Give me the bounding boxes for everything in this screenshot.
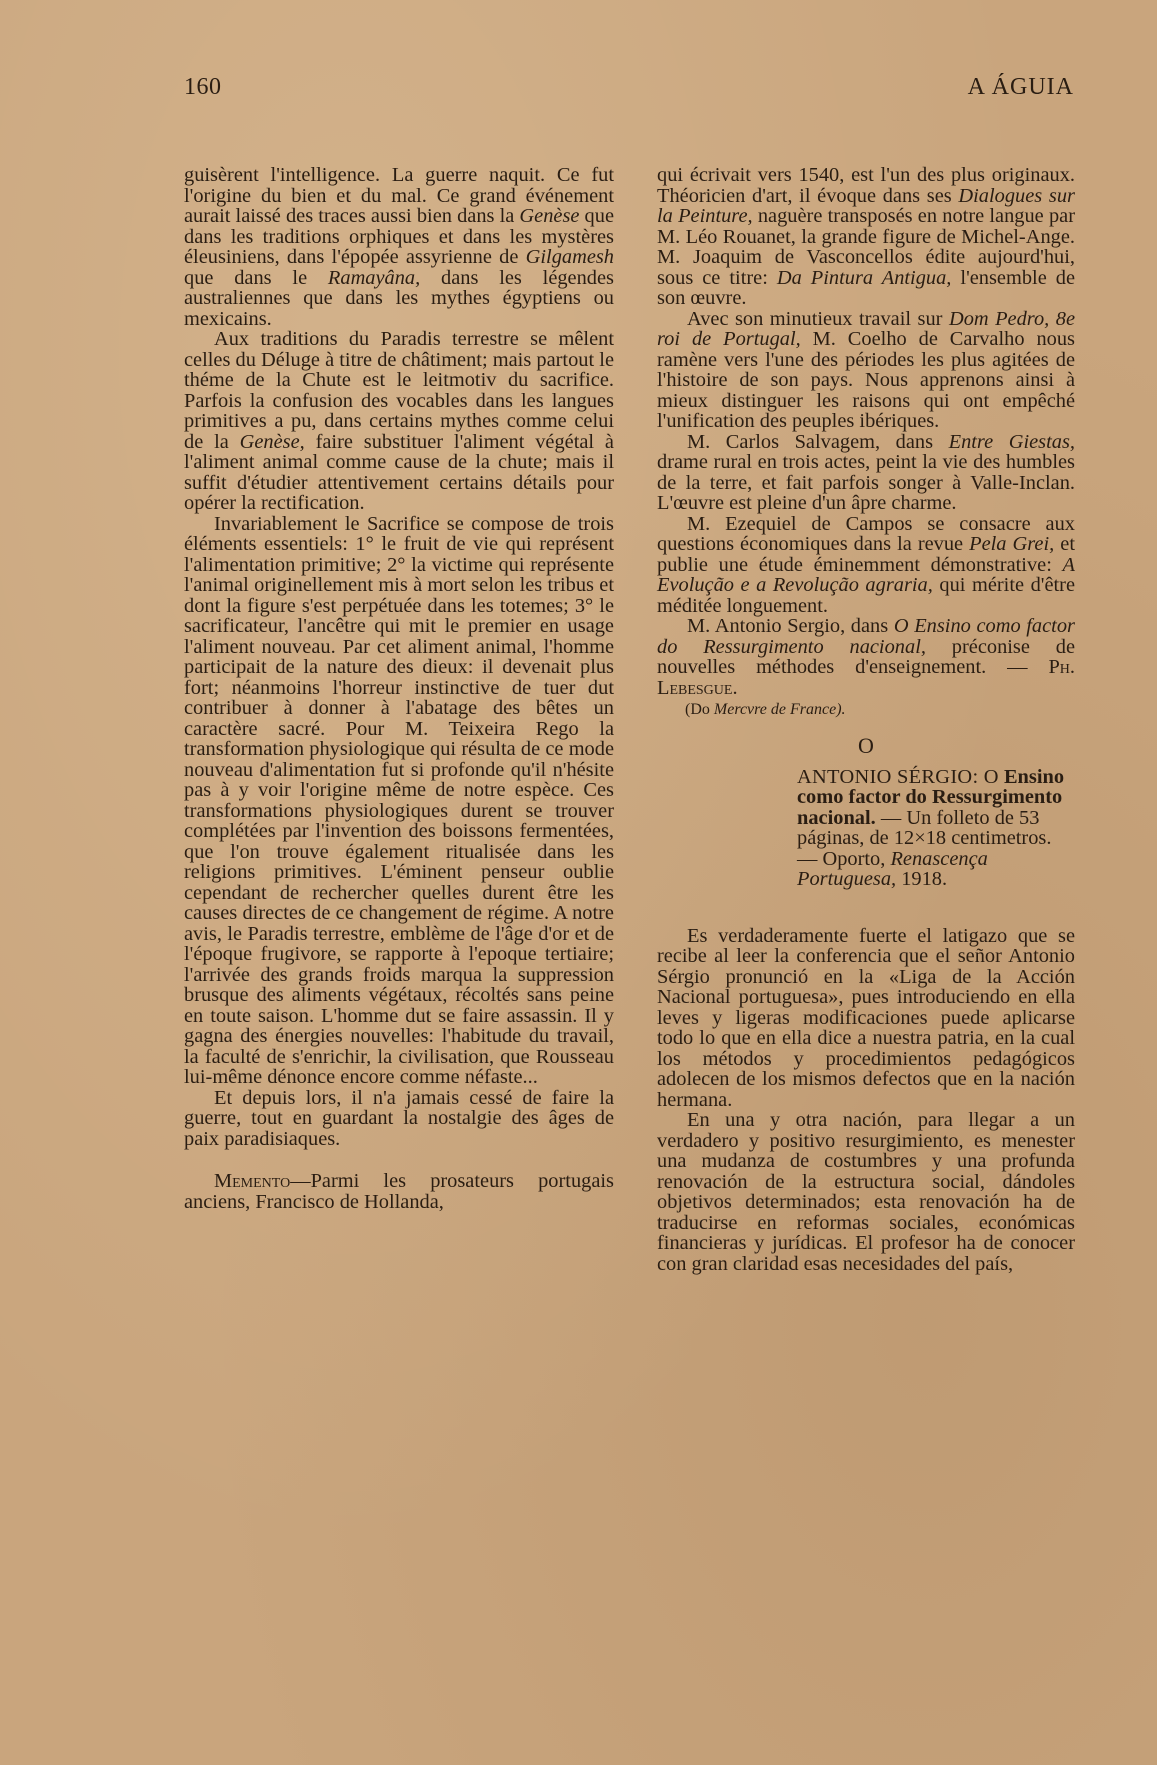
text-run: que dans les traditions orphiques et dans les mystères éleusiniens, dans l'épopée assyrienne de (184, 205, 615, 268)
text-run: Aux traditions du Paradis terrestre se mêlent celles du Déluge à titre de châtiment; mais partout le théme de la Chute est le leitmotiv du sacrifice. Parfois la confusion des vocables dans les langues primitives a pu, dans certains mythes comme celui de la (184, 328, 614, 453)
text-run: naguère transposés en notre langue par M. Léo Rouanet, la grande figure de Michel-Ange. M. Joaquim de Vasconcellos édite aujourd'hui, sous ce titre: (657, 205, 1075, 289)
review-author: ANTONIO SÉRGIO: O (797, 765, 999, 788)
italic-title: O Ensino como factor do Ressurgimento nacional, (657, 615, 1075, 658)
text-run: drame rural en trois actes, peint la vie des humbles de la terre, et fait parfois songer à Valle-Inclan. L'œuvre est pleine d'un âpre charme. (657, 451, 1075, 514)
italic-title: Genèse, (239, 430, 305, 453)
text-run: M. Ezequiel de Campos se consacre aux questions économiques dans la revue (657, 512, 1075, 555)
text-run: que dans le (184, 266, 328, 289)
italic-title: Ramayâna, (327, 266, 421, 289)
text-run: dans les légendes australiennes que dans les mythes égyptiens ou mexicains. (184, 266, 614, 330)
italic-title: Dom Pedro, 8e roi de Portugal, (657, 307, 1076, 350)
page-number: 160 (184, 74, 222, 100)
review-spacer (657, 890, 1075, 926)
journal-title: A ÁGUIA (967, 74, 1074, 100)
text-run: M. Coelho de Carvalho nous ramène vers l'une des périodes les plus agitées de l'histoire de son pays. Nous apprenons ainsi à mieux distinguer les raisons qui ont empêché l'unification des peuples ibériques. (657, 328, 1075, 432)
left-column (184, 165, 614, 1212)
author-signature: Ph. Lebesgue. (657, 656, 1075, 699)
memento-paragraph (184, 1171, 614, 1212)
italic-title: Dialogues sur la Peinture, (657, 184, 1075, 227)
right-paragraph-6: Es verdaderamente fuerte el latigazo que se recibe al leer la conferencia que el señor Antonio Sérgio pronunció en la «Liga de la Acción Nacional portuguesa», pues introduciendo en ella leves y ligeras modificaciones puede aplicarse todo lo que en ella dice a nuestra patria, en la cual los métodos y procedimientos pedagógicos adolecen de los mismos defectos que en la nación hermana. (657, 924, 1075, 1111)
right-paragraph-3 (657, 432, 1075, 514)
text-run: Avec son minutieux travail sur (687, 307, 949, 330)
text-run: —Parmi les prosateurs portugais anciens, Francisco de Hollanda, (184, 1170, 614, 1213)
review-publisher: Renascença Portuguesa, (797, 847, 988, 890)
memento-lead: Memento (214, 1170, 291, 1192)
review-heading (657, 767, 1075, 890)
text-run: faire substituer l'aliment végétal à l'aliment animal comme cause de la chute; mais il suffit d'étudier attentivement certains détails pour opérer la rectification. (184, 430, 614, 514)
left-paragraph-1 (184, 165, 614, 329)
review-year: 1918. (896, 868, 948, 890)
text-run: préconise de nouvelles méthodes d'enseignement. — (657, 635, 1075, 678)
left-paragraph-4: Et depuis lors, il n'a jamais cessé de faire la guerre, tout en guardant la nostalgie des âges de paix paradisiaques. (184, 1086, 614, 1150)
italic-title: Da Pintura Antigua, (776, 266, 952, 289)
right-paragraph-1 (657, 165, 1075, 309)
review-details: — Un folleto de 53 páginas, de 12×18 centimetros. — Oporto, (797, 806, 1052, 870)
italic-title: Mercvre de France). (713, 701, 846, 718)
right-paragraph-2 (657, 309, 1075, 432)
text-run: guisèrent l'intelligence. La guerre naquit. Ce fut l'origine du bien et du mal. Ce grand événement aurait laissé des traces aussi bien dans la (184, 164, 614, 227)
italic-title: Pela Grei, (969, 533, 1055, 555)
italic-title: A Evolução e a Revolução agraria, (657, 553, 1075, 596)
italic-title: Gilgamesh (525, 246, 614, 268)
text-run: qui mérite d'être méditée longuement. (657, 574, 1075, 617)
text-run: M. Carlos Salvagem, dans (687, 430, 949, 453)
italic-title: Entre Giestas, (948, 430, 1075, 453)
text-run: l'ensemble de son œuvre. (657, 266, 1075, 309)
left-paragraph-2 (184, 329, 614, 514)
text-run: qui écrivait vers 1540, est l'un des plus originaux. Théoricien d'art, il évoque dans ses (657, 164, 1075, 207)
left-paragraph-3: Invariablement le Sacrifice se compose de trois éléments essentiels: 1° le fruit de vie qui représent l'alimentation primitive; 2° la victime qui représente l'animal originellement mis à mort selon les tribus et dont la figure s'est perpétuée dans les totemes; 3° le sacrificateur, l'ancêtre qui mit le premier en usage l'aliment nouveau. Par cet aliment animal, l'homme participait de la nature des dieux: il devenait plus fort; néanmoins l'horreur instinctive de tuer dut contribuer à donner à l'abatage des bêtes un caractère sacré. Pour M. Teixeira Rego la transformation physiologique qui résulta de ce mode nouveau d'alimentation fut si profonde qu'il n'hésite pas à y voir l'origine même de notre espèce. Ces transformations physiologiques durent se trouver complétées par l'invention des boissons fermentées, que l'on trouve également ritualisée dans les religions primitives. L'éminent penseur oublie cependant de rechercher quelles durent être les causes directes de ce changement de régime. A notre avis, le Paradis terrestre, emblème de l'âge d'or et de l'époque frugivore, se rapporte à l'epoque tertiaire; l'arrivée des grands froids marqua la suppression brusque des aliments végétaux, récoltés sans peine en toute saison. L'homme dut se faire assassin. Il y gagna des énergies nouvelles: l'habitude du travail, la faculté de s'enrichir, la civilisation, que Rousseau lui-même dénonce encore comme néfaste... (184, 512, 614, 1088)
text-run: et publie une étude éminemment démonstrative: (657, 533, 1075, 576)
section-divider: O (858, 733, 874, 758)
text-run: (Do (685, 701, 714, 718)
right-paragraph-4 (657, 514, 1075, 617)
italic-title: Genèse (519, 205, 580, 227)
review-title: Ensino como factor do Ressurgimento nacional. (797, 765, 1065, 829)
running-head (184, 74, 1074, 110)
text-run: M. Antonio Sergio, dans (687, 615, 894, 637)
source-note (657, 698, 1075, 722)
right-paragraph-7: En una y otra nación, para llegar a un verdadero y positivo resurgimiento, es menester una mudanza de costumbres y una profunda renovación de la estructura social, dándoles objetivos determinados; esta renovación ha de traducirse en reformas sociales, económicas financieras y jurídicas. El profesor ha de conocer con gran claridad esas necesidades del país, (657, 1109, 1075, 1275)
right-column (657, 165, 1075, 1274)
right-paragraph-5 (657, 616, 1075, 698)
